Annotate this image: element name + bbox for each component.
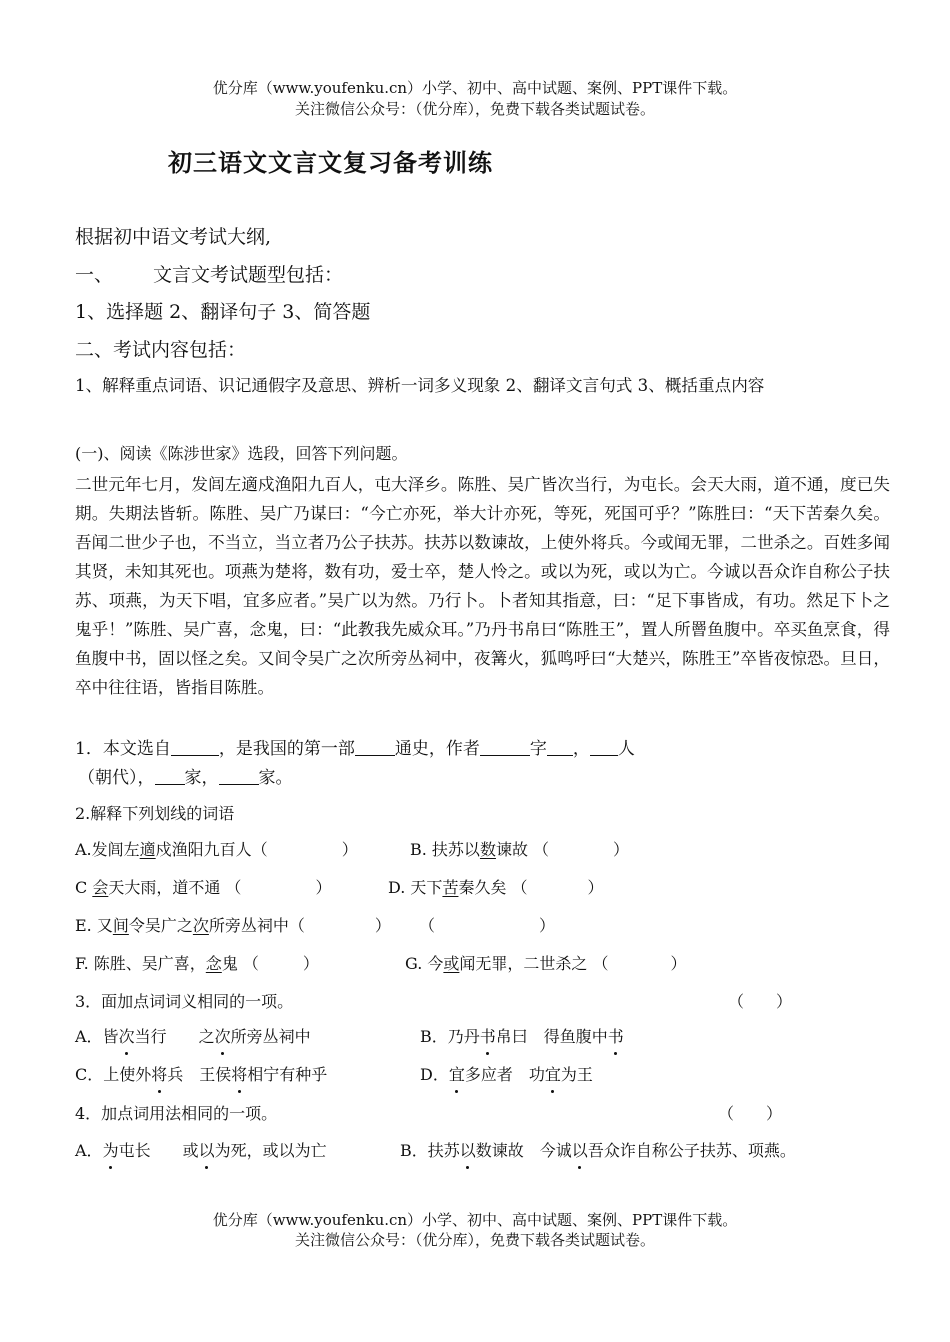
q3-answer-bracket[interactable]: （ ） [728,992,793,1011]
intro-line-5: 1、解释重点词语、识记通假字及意思、辨析一词多义现象 2、翻译文言句式 3、概括重点内容 [75,376,765,395]
header-line-1: 优分库（www.youfenku.cn）小学、初中、高中试题、案例、PPT课件下载。 [212,79,738,97]
q2-f-pre: F. 陈胜、吴广喜， [75,954,206,973]
q2-g-word: 或 [443,954,460,973]
q2-e-open-2: （ [418,916,435,935]
q1-blank-courtesy-name[interactable] [547,737,573,756]
q3-d-r: 为王 [560,1065,593,1084]
q3-a-r: 所旁丛祠中 [230,1027,311,1046]
q2-e-word: 间 [112,916,129,935]
q1-blank-hometown[interactable] [590,737,618,756]
q2-f-close: ） [302,954,319,973]
q2-a-close: ） [341,840,358,859]
q1-blank-book[interactable] [171,737,219,756]
q2-e-word-2: 次 [192,916,209,935]
q2-b-word: 数 [479,840,496,859]
intro-line-2 [75,260,343,287]
q2-item-b [410,837,629,860]
header-line-2: 关注微信公众号：（优分库），免费下载各类试题试卷。 [294,100,655,118]
q3-d-m: 多应者 功 [464,1065,545,1084]
q3-c-l: C．上使外 [75,1065,152,1084]
q2-a-word: 適 [139,840,156,859]
q3-a-dotted-2: 次 [215,1024,231,1047]
q4-a-m: 屯长 或 [118,1141,199,1160]
q1-text-4: 字 [529,739,547,759]
q3-c-dotted-1: 将 [151,1062,167,1085]
q4-b-m: 数谏故 今诚 [475,1141,572,1160]
q2-e-close: ） [374,916,391,935]
q1-text-1: 1．本文选自 [75,739,171,759]
q2-e-pre: E. 又 [75,916,113,935]
q4-a-r: 为死，或以为亡 [214,1141,327,1160]
q2-e-post: 所旁丛祠中（ [208,916,305,935]
q2-f-word: 念 [205,954,222,973]
q1-text-3: 通史，作者 [394,739,480,759]
q1-text-2: ，是我国的第一部 [218,739,355,759]
intro-line-1: 根据初中语文考试大纲, [75,226,272,248]
q3-d-dotted-2: 宜 [545,1062,561,1085]
q2-item-f [75,951,319,974]
question-types-label: 文言文考试题型包括： [153,264,344,286]
q1-blank-role[interactable] [219,766,259,785]
q2-item-a [75,837,358,860]
q4-b-dotted-1: 以 [460,1138,476,1161]
q1-text-9: 家。 [258,768,293,788]
q2-c-word: 会 [92,878,109,897]
q3-b-m: 帛曰 得鱼腹中 [495,1027,608,1046]
q3-b-dotted-2: 书 [608,1024,624,1047]
q1-text-5: ， [572,739,590,759]
q3-d-l: D． [420,1065,449,1084]
q1-blank-history[interactable] [355,737,395,756]
q3-option-d [420,1062,593,1085]
q4-b-r: 吾众诈自称公子扶苏、项燕。 [587,1141,796,1160]
q3-a-l: A．皆 [75,1027,119,1046]
q4-a-dotted-2: 以 [199,1138,215,1161]
q3-c-m: 兵 王侯 [167,1065,232,1084]
q2-a-pre: A.发闾左 [75,840,140,859]
q2-g-pre: G. 今 [405,954,444,973]
q3-option-b [420,1024,624,1047]
q1-line-2 [78,763,293,788]
q2-b-pre: B. 扶苏以 [410,840,480,859]
q2-g-post: 闻无罪，二世杀之 （ [459,954,609,973]
q1-text-8: 家， [184,768,219,788]
q1-line-1 [75,734,635,759]
document-title: 初三语文文言文复习备考训练 [168,149,493,177]
q2-c-post: 天大雨，道不通 （ [108,878,242,897]
q1-blank-dynasty[interactable] [155,766,185,785]
q3-b-dotted-1: 书 [480,1024,496,1047]
q2-title: 2.解释下列划线的词语 [75,804,235,823]
q2-c-close: ） [315,878,332,897]
q2-item-d [388,875,604,898]
q2-item-g [405,951,687,974]
q1-text-6: 人 [617,739,635,759]
q2-a-post: 戍渔阳九百人（ [155,840,268,859]
q3-title: 3．面加点词词义相同的一项。 [75,992,294,1011]
section1-heading: (一)、阅读《陈涉世家》选段，回答下列问题。 [75,444,408,463]
q2-d-pre: D. 天下 [388,878,443,897]
footer-line-2: 关注微信公众号：（优分库），免费下载各类试题试卷。 [294,1231,655,1249]
footer-line-1: 优分库（www.youfenku.cn）小学、初中、高中试题、案例、PPT课件下载。 [212,1211,738,1229]
q2-d-word: 苦 [442,878,459,897]
intro-line-3: 1、选择题 2、翻译句子 3、简答题 [75,301,371,323]
q3-a-dotted-1: 次 [119,1024,135,1047]
q4-a-dotted-1: 为 [103,1138,119,1161]
passage-text: 二世元年七月，发闾左適戍渔阳九百人，屯大泽乡。陈胜、吴广皆次当行，为屯长。会天大雨，道不通，度已失期。失期法皆斩。陈胜、吴广乃谋曰：“今亡亦死，举大计亦死，等死，死国可乎？”陈胜曰：“天下苦秦久矣。吾闻二世少子也，不当立，当立者乃公子扶苏。扶苏以数谏故，上使外将兵。今或闻无罪，二世杀之。百姓多闻其贤，未知其死也。项燕为楚将，数有功，爱士卒，楚人怜之。或以为死，或以为亡。今诚以吾众诈自称公子扶苏、项燕，为天下唱，宜多应者。”吴广以为然。乃行卜。卜者知其指意，曰：“足下事皆成，有功。然足下卜之鬼乎！”陈胜、吴广喜，念鬼，曰：“此教我先威众耳。”乃丹书帛曰“陈胜王”，置人所罾鱼腹中。卒买鱼烹食，得鱼腹中书，固以怪之矣。又间令吴广之次所旁丛祠中，夜篝火，狐鸣呼曰“大楚兴，陈胜王”卒皆夜惊恐。旦日，卒中往往语，皆指目陈胜。 [75,475,890,697]
q4-option-a [75,1138,327,1161]
q4-answer-bracket[interactable]: （ ） [718,1104,783,1123]
q3-c-dotted-2: 将 [231,1062,247,1085]
q2-f-post: 鬼 （ [221,954,259,973]
q2-d-post: 秦久矣 （ [458,878,528,897]
q3-option-a [75,1024,311,1047]
q3-c-r: 相宁有种乎 [247,1065,328,1084]
q2-c-pre: C [75,878,93,897]
q2-item-c [75,875,331,898]
q1-text-7: （朝代）， [78,768,155,788]
q3-a-m: 当行 之 [134,1027,215,1046]
q2-b-close: ） [613,840,630,859]
q4-title: 4．加点词用法相同的一项。 [75,1104,278,1123]
q3-option-c [75,1062,327,1085]
q4-option-b [400,1138,796,1161]
q2-e-close-2: ） [538,916,555,935]
q4-b-dotted-2: 以 [572,1138,588,1161]
q3-d-dotted-1: 宜 [449,1062,465,1085]
q3-b-l: B．乃丹 [420,1027,480,1046]
q2-b-post: 谏故 （ [495,840,550,859]
q2-d-close: ） [587,878,604,897]
section-numeral: 一、 [75,264,114,286]
q1-blank-author[interactable] [480,737,530,756]
q4-a-l: A． [75,1141,103,1160]
q2-e-mid: 令吴广之 [128,916,193,935]
intro-line-4: 二、考试内容包括： [75,339,247,361]
q2-g-close: ） [670,954,687,973]
q4-b-l: B．扶苏 [400,1141,460,1160]
q2-item-e [75,913,555,936]
